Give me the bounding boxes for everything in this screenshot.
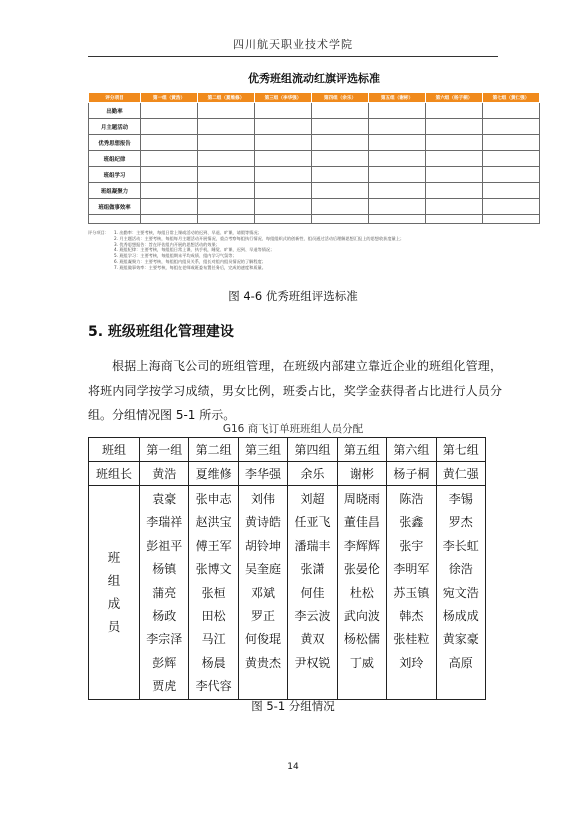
rating-cell (483, 119, 540, 135)
rating-row (89, 119, 540, 135)
rating-cell (198, 199, 255, 215)
group-header-cell: 第五组 (337, 438, 386, 462)
rating-cell (312, 135, 369, 151)
rating-row-label: 月主题活动 (89, 119, 141, 135)
member-name: 杨政 (152, 608, 177, 623)
figure-rating-standards (88, 70, 540, 280)
rating-note-label (88, 265, 114, 271)
group-table (88, 437, 486, 700)
rating-cell (483, 151, 540, 167)
member-name: 张晏伦 (343, 562, 380, 577)
member-name: 周晓雨 (343, 492, 380, 506)
member-name: 杨镇 (152, 562, 177, 577)
rating-cell (198, 135, 255, 151)
leader-row (89, 462, 486, 486)
rating-cell (141, 135, 198, 151)
rating-cell (141, 215, 198, 224)
rating-cell (255, 103, 312, 119)
rating-header-row (89, 93, 540, 103)
rating-table (88, 92, 540, 224)
rating-note-text: 7. 班组做事效率：主要考核，每组在老师或班委布置任务后，完成的速度和质量。 (114, 264, 266, 270)
members-cell (436, 486, 485, 700)
member-name: 黄双 (300, 632, 325, 647)
rating-row-label: 班组学习 (89, 167, 141, 183)
rating-notes (88, 230, 540, 280)
rating-cell (198, 167, 255, 183)
member-name: 张潇 (300, 562, 325, 577)
header-rule (88, 56, 498, 57)
rating-cell (255, 119, 312, 135)
members-label-char: 成 (107, 596, 121, 612)
rating-cell (141, 167, 198, 183)
rating-row (89, 183, 540, 199)
members-cell (140, 486, 189, 700)
member-name: 李锡 (448, 492, 473, 506)
member-name: 马江 (201, 632, 226, 647)
member-name: 吴奎庭 (245, 562, 282, 577)
rating-row (89, 167, 540, 183)
member-name: 何俊琨 (245, 632, 282, 647)
members-label (89, 486, 140, 700)
member-name: 黄家豪 (442, 632, 479, 647)
rating-header-cell: 第一组（黄浩） (141, 93, 198, 103)
member-name: 贾虎 (152, 679, 177, 694)
rating-cell (312, 151, 369, 167)
rating-cell (312, 103, 369, 119)
members-cell (189, 486, 238, 700)
rating-row-label: 出勤率 (89, 103, 141, 119)
member-name: 刘玲 (399, 655, 424, 670)
rating-row (89, 103, 540, 119)
member-name: 徐浩 (448, 562, 473, 577)
member-name: 李宗泽 (146, 632, 183, 647)
member-name: 刘伟 (251, 492, 276, 506)
rating-cell (483, 103, 540, 119)
rating-cell (369, 167, 426, 183)
rating-cell (141, 151, 198, 167)
rating-cell (312, 215, 369, 224)
section-heading: 5. 班级班组化管理建设 (88, 324, 234, 340)
leader-cell: 余乐 (288, 462, 337, 486)
rating-row-label: 班组做事效率 (89, 199, 141, 215)
member-name: 赵洪宝 (195, 515, 232, 530)
member-name: 田松 (201, 608, 226, 623)
figure-4-6-caption: 图 4-6 优秀班组评选标准 (228, 289, 358, 303)
member-name: 黄贵杰 (245, 655, 282, 670)
leader-cell: 谢彬 (337, 462, 386, 486)
leader-cell: 黄浩 (140, 462, 189, 486)
rating-note-text: 2. 月主题活动：主要考核，每组每月主题活动开展情况，重点考察每组执行情况、每组组织式的创新性、组员通过活动后理解思想汇报上的思想收获度量上； (114, 235, 405, 241)
rating-cell (426, 167, 483, 183)
member-name: 袁豪 (152, 492, 177, 506)
rating-row-label: 班组凝聚力 (89, 183, 141, 199)
rating-cell (89, 215, 141, 224)
member-name: 罗正 (251, 608, 276, 623)
member-name: 张鑫 (399, 515, 424, 530)
member-name: 张宇 (399, 538, 424, 553)
member-name: 张桂粒 (393, 632, 430, 647)
rating-note-label: 评分项目： (88, 230, 109, 235)
group-header-cell: 第三组 (238, 438, 287, 462)
members-row (89, 486, 486, 700)
members-label-char: 组 (107, 573, 121, 589)
rating-header-cell: 第六组（杨子桐） (426, 93, 483, 103)
rating-cell (369, 103, 426, 119)
figure-title: 优秀班组流动红旗评选标准 (248, 72, 380, 85)
member-name: 杨晨 (201, 655, 226, 670)
member-name: 张桓 (201, 585, 226, 600)
rating-cell (255, 215, 312, 224)
member-name: 李瑞祥 (146, 515, 183, 530)
rating-cell (141, 119, 198, 135)
leader-cell: 李华强 (238, 462, 287, 486)
rating-cell (369, 215, 426, 224)
members-cell (288, 486, 337, 700)
rating-cell (369, 199, 426, 215)
rating-cell (255, 151, 312, 167)
rating-header-cell: 第二组（夏维修） (198, 93, 255, 103)
rating-header-cell: 第三组（李华强） (255, 93, 312, 103)
page-header: 四川航天职业技术学院 (233, 38, 353, 51)
group-header-cell: 第二组 (189, 438, 238, 462)
rating-cell (426, 103, 483, 119)
leader-cell: 黄仁强 (436, 462, 485, 486)
member-name: 傅王军 (195, 538, 232, 553)
member-name: 任亚飞 (294, 515, 331, 530)
rating-cell (369, 183, 426, 199)
member-name: 胡铃坤 (245, 538, 282, 553)
members-label-char: 员 (107, 619, 121, 635)
rating-header-cell: 第四组（余乐） (312, 93, 369, 103)
leader-cell: 杨子桐 (387, 462, 436, 486)
rating-cell (483, 183, 540, 199)
rating-row-empty (89, 215, 540, 224)
rating-row (89, 135, 540, 151)
group-header-cell: 第四组 (288, 438, 337, 462)
rating-note-text: 1. 出勤率：主要考核，每组日常上课或活动的迟到、早退、旷课，请假等情况； (114, 230, 262, 235)
rating-cell (255, 183, 312, 199)
rating-header-cell: 第五组（谢彬） (369, 93, 426, 103)
member-name: 宛文浩 (442, 585, 479, 600)
rating-cell (483, 167, 540, 183)
member-name: 李云波 (294, 608, 331, 623)
rating-cell (483, 199, 540, 215)
leader-cell: 夏维修 (189, 462, 238, 486)
rating-header-cell: 第七组（黄仁强） (483, 93, 540, 103)
rating-cell (426, 151, 483, 167)
member-name: 杨成成 (442, 608, 479, 623)
member-name: 何佳 (300, 585, 325, 600)
rating-cell (312, 183, 369, 199)
member-name: 高原 (448, 655, 473, 670)
rating-header-cell: 评分项目 (89, 93, 141, 103)
member-name: 陈浩 (399, 492, 424, 506)
rating-cell (141, 183, 198, 199)
rating-cell (426, 183, 483, 199)
rating-cell (426, 119, 483, 135)
rating-cell (369, 151, 426, 167)
figure-5-1-caption: 图 5-1 分组情况 (251, 699, 335, 713)
member-name: 杨松儒 (343, 632, 380, 647)
rating-cell (312, 199, 369, 215)
members-cell (238, 486, 287, 700)
member-name: 丁威 (349, 655, 374, 670)
group-header-row (89, 438, 486, 462)
rating-cell (426, 135, 483, 151)
leader-label: 班组长 (89, 462, 140, 486)
group-header-cell: 第六组 (387, 438, 436, 462)
rating-cell (369, 135, 426, 151)
members-label-char: 班 (107, 550, 121, 566)
rating-body (89, 103, 540, 224)
member-name: 罗杰 (448, 515, 473, 530)
rating-cell (426, 215, 483, 224)
member-name: 彭辉 (152, 655, 177, 670)
member-name: 张博文 (195, 562, 232, 577)
rating-cell (312, 167, 369, 183)
member-name: 武向波 (343, 608, 380, 623)
member-name: 杜松 (349, 585, 374, 600)
group-table-title: G16 商飞订单班班组人员分配 (222, 423, 364, 435)
members-cell (387, 486, 436, 700)
member-name: 尹权锐 (294, 655, 331, 670)
rating-row-label: 优秀思想报告 (89, 135, 141, 151)
group-header-cell: 第一组 (140, 438, 189, 462)
rating-cell (426, 199, 483, 215)
group-header-label: 班组 (89, 438, 140, 462)
member-name: 邓斌 (251, 585, 276, 600)
member-name: 韩杰 (399, 608, 424, 623)
rating-cell (198, 103, 255, 119)
rating-row (89, 151, 540, 167)
rating-cell (369, 119, 426, 135)
rating-cell (312, 119, 369, 135)
rating-row (89, 199, 540, 215)
rating-cell (483, 215, 540, 224)
member-name: 李代容 (195, 679, 232, 694)
member-name: 董佳昌 (343, 515, 380, 530)
rating-note-text: 4. 班组纪律：主要考核，每组组日常上课、执手机，睡觉、旷课、迟到、早退等情况； (114, 247, 275, 253)
rating-cell (255, 135, 312, 151)
member-name: 潘瑞丰 (294, 538, 331, 553)
rating-cell (141, 103, 198, 119)
member-name: 刘超 (300, 492, 325, 506)
member-name: 李长虹 (442, 538, 479, 553)
rating-cell (255, 167, 312, 183)
members-cell (337, 486, 386, 700)
member-name: 李辉辉 (343, 538, 380, 553)
rating-cell (198, 183, 255, 199)
rating-note-text: 5. 班组学习：主要考核，每组组期末平均成绩、组内学习气氛等； (114, 253, 237, 259)
rating-cell (198, 215, 255, 224)
member-name: 张申志 (195, 492, 232, 506)
rating-note-text: 6. 班组凝聚力：主要考核，每组组内组员关系，组长对组内组员情况的了解程度； (114, 258, 266, 264)
rating-cell (198, 151, 255, 167)
group-header-cell: 第七组 (436, 438, 485, 462)
rating-cell (255, 199, 312, 215)
member-name: 彭祖平 (146, 538, 183, 553)
body-paragraph: 根据上海商飞公司的班组管理，在班级内部建立靠近企业的班组化管理，将班内同学按学习成绩，男女比例，班委占比，奖学金获得者占比进行人员分组。分组情况图 5-1 所示。 (88, 359, 502, 422)
member-name: 蒲亮 (152, 585, 177, 600)
rating-note (88, 265, 540, 271)
rating-cell (141, 199, 198, 215)
member-name: 苏玉镇 (393, 585, 430, 600)
member-name: 黄诗皓 (245, 515, 282, 530)
rating-cell (483, 135, 540, 151)
rating-cell (198, 119, 255, 135)
member-name: 李明军 (393, 562, 430, 577)
page-number: 14 (287, 762, 299, 772)
rating-note-text: 3. 优秀思想报告：旨在评估组内开展的思想活动的效果； (114, 241, 220, 247)
rating-row-label: 班组纪律 (89, 151, 141, 167)
